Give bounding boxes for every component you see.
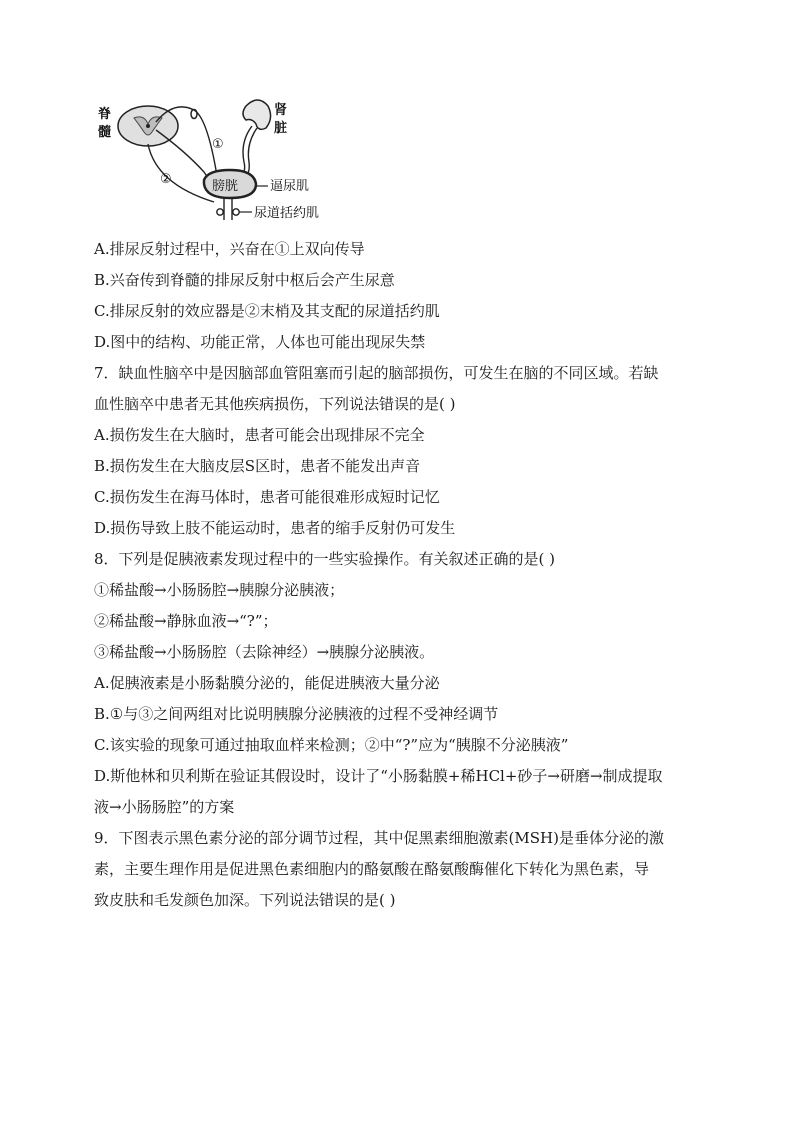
- q9-stem-line-3: 致皮肤和毛发颜色加深。下列说法错误的是( ): [94, 891, 396, 909]
- q8-option-d-line-2: 液→小肠肠腔”的方案: [94, 798, 235, 816]
- question-content: [94, 234, 704, 916]
- q7-option-b: B.损伤发生在大脑皮层S区时，患者不能发出声音: [94, 457, 421, 475]
- bladder-label: 膀胱: [212, 179, 239, 194]
- central-canal: [146, 124, 150, 128]
- kidney-label-2: 脏: [274, 121, 288, 136]
- q8-option-a: A.促胰液素是小肠黏膜分泌的，能促进胰液大量分泌: [94, 674, 440, 692]
- q8-option-d-line-1: D.斯他林和贝利斯在验证其假设时，设计了“小肠黏膜+稀HCl+砂子→研磨→制成提取: [94, 767, 663, 785]
- spine-label-1: 脊: [98, 107, 112, 122]
- ureter-line-2: [247, 128, 257, 176]
- q7-stem-line-2: 血性脑卒中患者无其他疾病损伤，下列说法错误的是( ): [94, 395, 456, 413]
- q6-option-c: C.排尿反射的效应器是②末梢及其支配的尿道括约肌: [94, 302, 440, 320]
- q8-stem: 8．下列是促胰液素发现过程中的一些实验操作。有关叙述正确的是( ): [94, 550, 556, 568]
- q8-option-c: C.该实验的现象可通过抽取血样来检测；②中“?”应为“胰腺不分泌胰液”: [94, 736, 569, 754]
- q7-option-a: A.损伤发生在大脑时，患者可能会出现排尿不完全: [94, 426, 425, 444]
- q8-step-2: ②稀盐酸→静脉血液→“?”；: [94, 612, 278, 630]
- reflex-diagram-svg: [96, 92, 336, 224]
- q6-option-b: B.兴奋传到脊髓的排尿反射中枢后会产生尿意: [94, 271, 395, 289]
- reflex-diagram: [96, 92, 336, 224]
- marker-1: ①: [212, 137, 224, 152]
- detrusor-label: 逼尿肌: [270, 179, 310, 194]
- q6-option-d: D.图中的结构、功能正常，人体也可能出现尿失禁: [94, 333, 426, 351]
- sphincter-label: 尿道括约肌: [254, 206, 320, 221]
- marker-2: ②: [160, 172, 172, 187]
- q7-stem-line-1: 7．缺血性脑卒中是因脑部血管阻塞而引起的脑部损伤，可发生在脑的不同区域。若缺: [94, 364, 659, 382]
- spine-label-2: 髓: [98, 125, 112, 140]
- q8-step-1: ①稀盐酸→小肠肠腔→胰腺分泌胰液；: [94, 581, 345, 599]
- kidney-shape: [243, 100, 271, 129]
- sphincter-left: [217, 209, 223, 215]
- q8-step-3: ③稀盐酸→小肠肠腔（去除神经）→胰腺分泌胰液。: [94, 643, 435, 661]
- q8-option-b: B.①与③之间两组对比说明胰腺分泌胰液的过程不受神经调节: [94, 705, 499, 723]
- q7-option-d: D.损伤导致上肢不能运动时，患者的缩手反射仍可发生: [94, 519, 456, 537]
- q6-option-a: A.排尿反射过程中，兴奋在①上双向传导: [94, 240, 365, 258]
- q9-stem-line-2: 素，主要生理作用是促进黑色素细胞内的酪氨酸在酪氨酸酶催化下转化为黑色素，导: [94, 860, 650, 878]
- kidney-label-1: 肾: [274, 103, 288, 118]
- q9-stem-line-1: 9．下图表示黑色素分泌的部分调节过程，其中促黑素细胞激素(MSH)是垂体分泌的激: [94, 829, 664, 847]
- q7-option-c: C.损伤发生在海马体时，患者可能很难形成短时记忆: [94, 488, 440, 506]
- sphincter-right: [233, 209, 239, 215]
- ureter-line-1: [242, 126, 252, 176]
